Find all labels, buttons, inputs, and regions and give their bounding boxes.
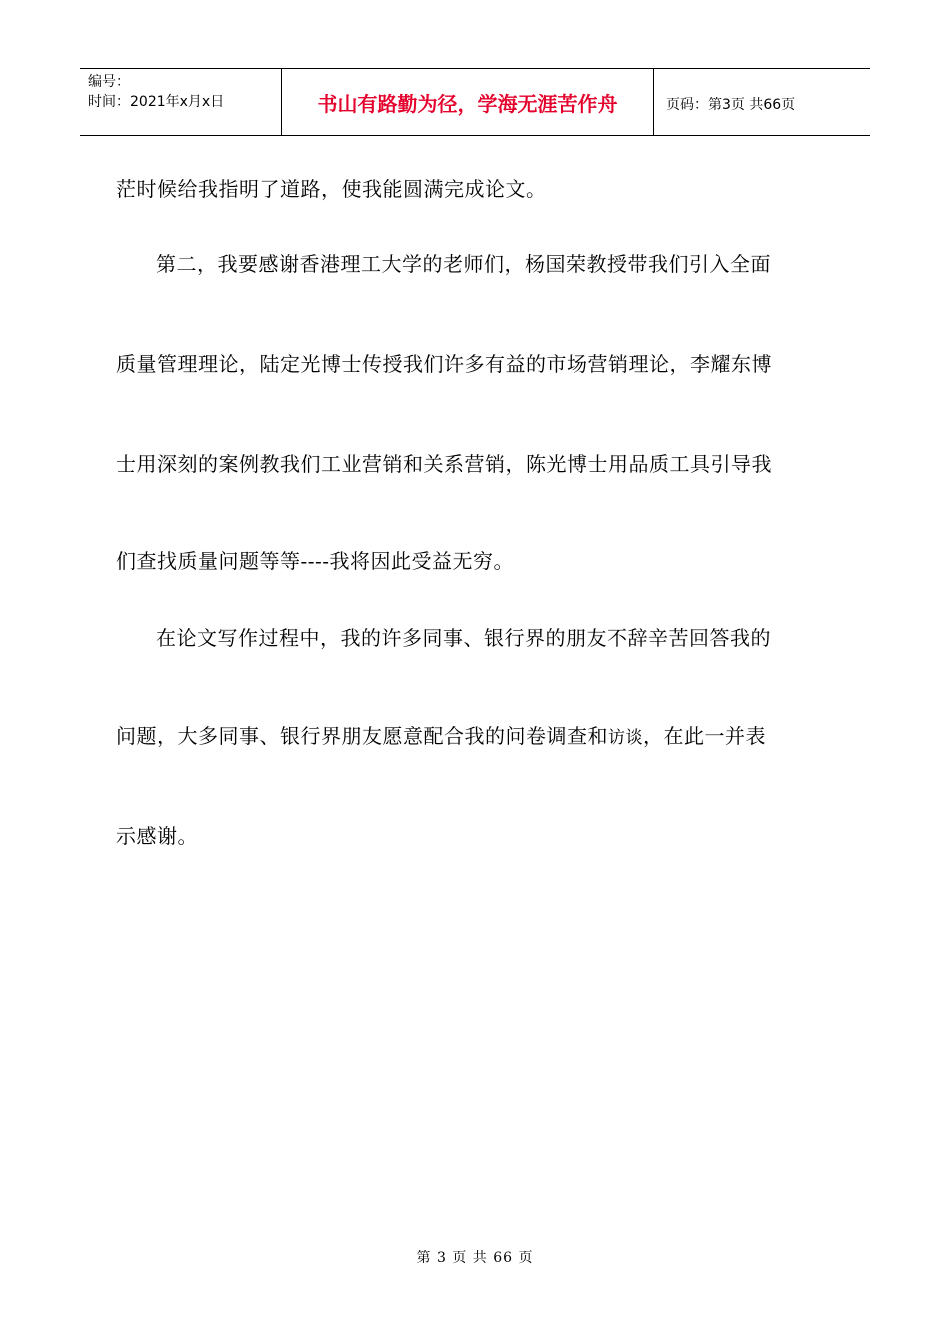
header-page-info: 页码：第3页 共66页 (666, 97, 796, 113)
body-line-4: 士用深刻的案例教我们工业营销和关系营销，陈光博士用品质工具引导我 (116, 452, 772, 476)
body-line-8: 示感谢。 (116, 824, 198, 848)
header-page-info-cell (654, 69, 870, 135)
doc-number-label: 编号： (88, 74, 130, 90)
body-line-7-small-run: 访谈 (608, 728, 643, 748)
body-line-6: 在论文写作过程中，我的许多同事、银行界的朋友不辞辛苦回答我的 (156, 626, 771, 650)
header-motto: 书山有路勤为径，学海无涯苦作舟 (282, 69, 654, 135)
body-line-3: 质量管理理论，陆定光博士传授我们许多有益的市场营销理论，李耀东博 (116, 352, 772, 376)
body-line-7-part-b: ，在此一并表 (643, 724, 766, 748)
document-header (80, 68, 870, 136)
body-line-2: 第二，我要感谢香港理工大学的老师们，杨国荣教授带我们引入全面 (156, 252, 771, 276)
body-line-5: 们查找质量问题等等----我将因此受益无穷。 (116, 549, 515, 573)
body-line-1: 茫时候给我指明了道路，使我能圆满完成论文。 (116, 177, 547, 201)
page-footer: 第 3 页 共 66 页 (416, 1250, 534, 1266)
body-line-7 (116, 720, 766, 749)
body-line-7-part-a: 问题，大多同事、银行界朋友愿意配合我的问卷调查和 (116, 724, 608, 748)
doc-date-label: 时间：2021年x月x日 (88, 94, 225, 110)
header-meta (80, 69, 282, 135)
